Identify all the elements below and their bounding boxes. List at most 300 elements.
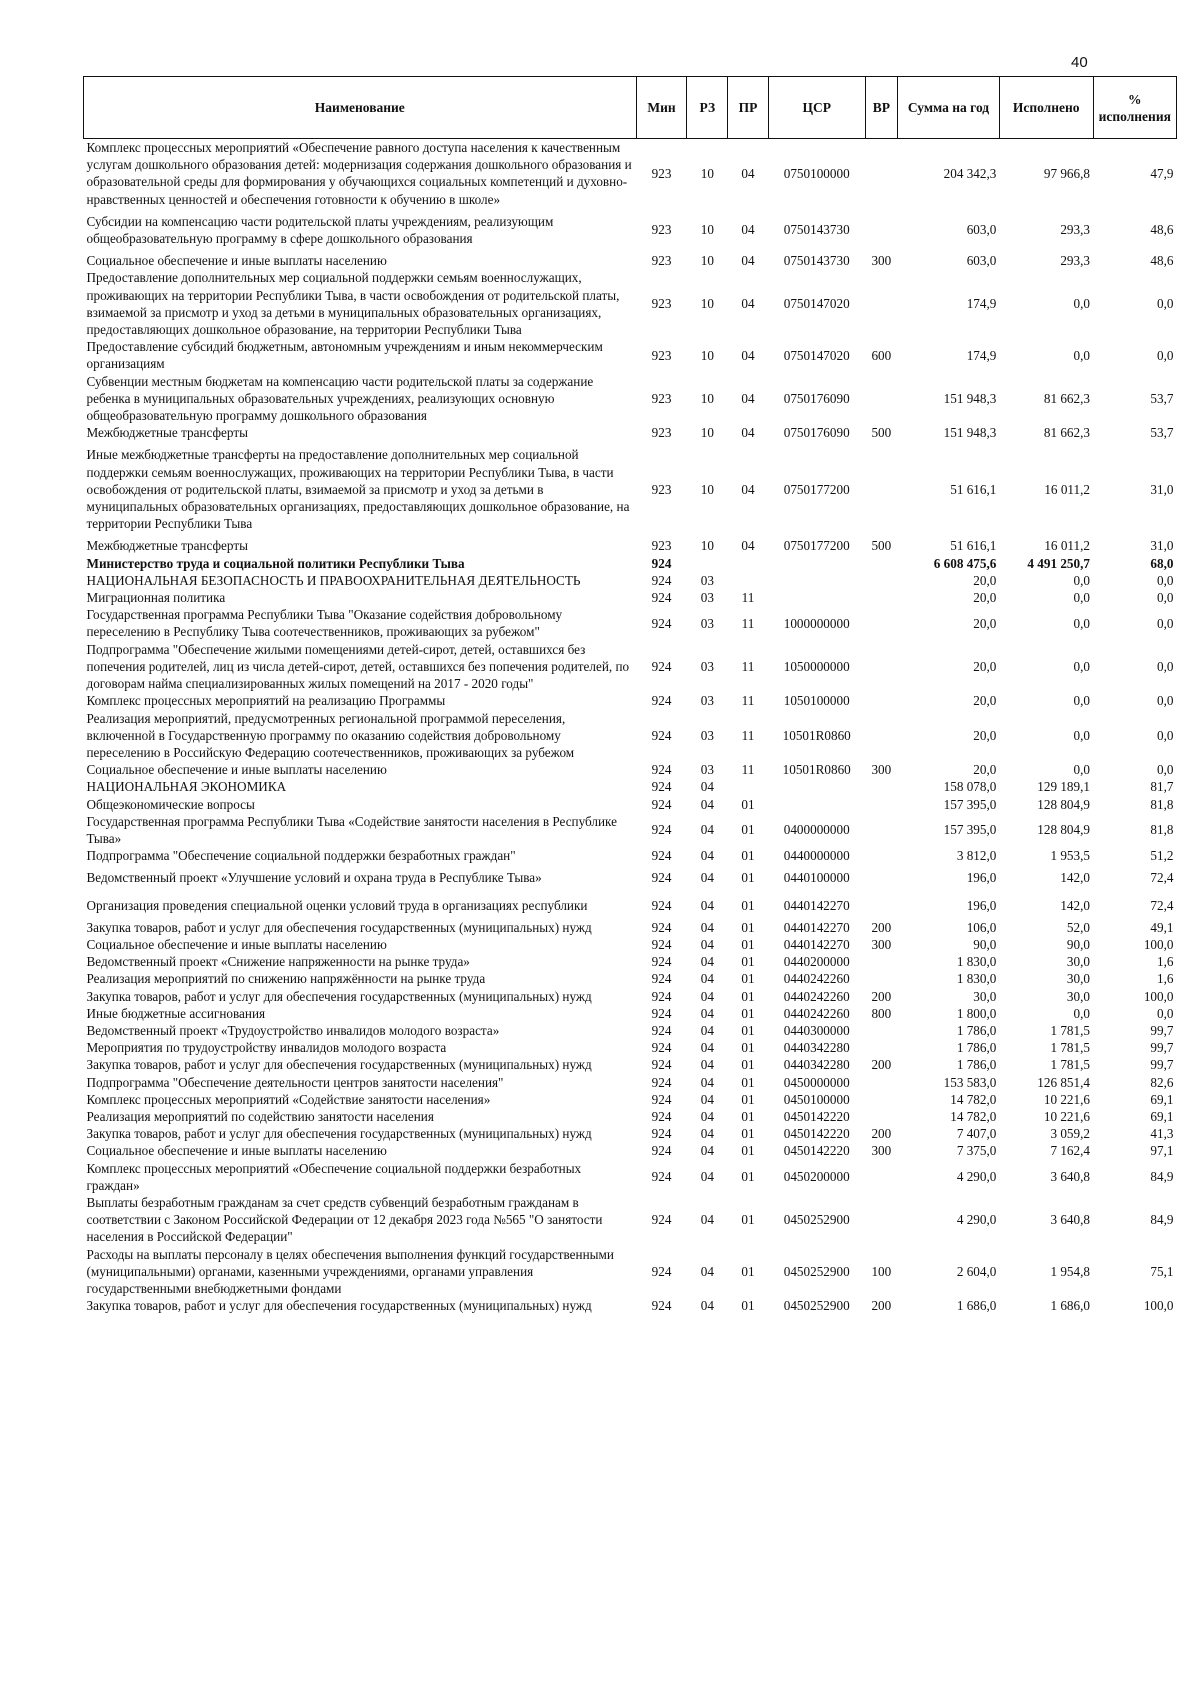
row-done: 126 851,4 (1037, 1074, 1090, 1090)
row-sum: 20,0 (973, 590, 997, 606)
row-done: 1 954,8 (1050, 1263, 1090, 1279)
row-done: 142,0 (1060, 897, 1090, 913)
row-pr: 01 (741, 1091, 755, 1107)
row-done: 30,0 (1066, 988, 1090, 1004)
row-done: 97 966,8 (1043, 165, 1090, 181)
table-row (84, 589, 1177, 606)
table-row (84, 988, 1177, 1005)
row-pct: 31,0 (1150, 481, 1174, 497)
row-min: 924 (651, 693, 672, 709)
row-pct: 51,2 (1150, 848, 1174, 864)
row-rz: 03 (700, 727, 714, 743)
header-pct: % исполнения (1093, 77, 1177, 139)
row-done: 1 953,5 (1050, 848, 1090, 864)
row-sum: 4 290,0 (956, 1212, 997, 1228)
row-pr (728, 572, 769, 589)
row-rz: 03 (700, 693, 714, 709)
table-body (84, 139, 1177, 1315)
row-name: Закупка товаров, работ и услуг для обеспечения государственных (муниципальных) нужд (86, 1057, 592, 1073)
header-min: Мин (636, 77, 687, 139)
row-min: 924 (651, 555, 672, 571)
row-min: 924 (651, 658, 672, 674)
row-rz: 10 (700, 347, 714, 363)
row-pct: 84,9 (1150, 1212, 1174, 1228)
row-pct: 100,0 (1143, 1298, 1174, 1314)
row-csr: 0450252900 (783, 1263, 850, 1279)
row-pct: 48,6 (1150, 253, 1174, 269)
header-csr: ЦСР (768, 77, 865, 139)
row-pr: 01 (741, 796, 755, 812)
row-vr: 300 (871, 1143, 892, 1159)
row-done: 142,0 (1060, 870, 1090, 886)
row-sum: 20,0 (973, 727, 997, 743)
row-csr (768, 796, 865, 813)
row-done: 81 662,3 (1043, 390, 1090, 406)
row-name: НАЦИОНАЛЬНАЯ БЕЗОПАСНОСТЬ И ПРАВООХРАНИТЕЛЬНАЯ ДЕЯТЕЛЬНОСТЬ (86, 572, 581, 588)
row-min: 923 (651, 538, 672, 554)
row-rz: 04 (700, 1212, 714, 1228)
row-name: Комплекс процессных мероприятий «Обеспечение равного доступа населения к качественным услугам дошкольного образования детей: модернизация содержания дошкольного образования и образовательной среды для формирования у обучающихся социальных компетенций и духовно-нравственных ценностей и обеспечения готовности к обучению в школе» (86, 140, 632, 207)
row-sum: 603,0 (966, 253, 997, 269)
row-vr: 800 (871, 1005, 892, 1021)
row-min: 923 (651, 165, 672, 181)
row-rz: 03 (700, 615, 714, 631)
row-pct: 0,0 (1157, 727, 1174, 743)
row-csr: 0400000000 (783, 822, 850, 838)
table-row (84, 269, 1177, 338)
row-rz: 04 (700, 971, 714, 987)
row-min: 924 (651, 615, 672, 631)
row-rz: 04 (700, 1040, 714, 1056)
row-sum: 157 395,0 (943, 822, 997, 838)
row-pr (728, 555, 769, 572)
row-min: 923 (651, 390, 672, 406)
row-sum: 14 782,0 (950, 1108, 997, 1124)
row-name: Государственная программа Республики Тыва «Содействие занятости населения в Республике Тыва» (86, 813, 617, 846)
row-rz: 04 (700, 897, 714, 913)
row-pr: 01 (741, 1022, 755, 1038)
table-row (84, 892, 1177, 919)
row-pct: 72,4 (1150, 870, 1174, 886)
row-rz: 04 (700, 936, 714, 952)
row-pr: 01 (741, 1074, 755, 1090)
row-rz: 10 (700, 538, 714, 554)
row-min: 924 (651, 1005, 672, 1021)
row-vr (865, 139, 898, 208)
table-row (84, 692, 1177, 709)
table-row (84, 919, 1177, 936)
table-row (84, 424, 1177, 441)
row-sum: 1 786,0 (956, 1057, 997, 1073)
row-vr: 200 (871, 988, 892, 1004)
row-csr: 0440142270 (783, 897, 850, 913)
row-name: Закупка товаров, работ и услуг для обеспечения государственных (муниципальных) нужд (86, 1298, 592, 1314)
row-csr: 0450252900 (783, 1298, 850, 1314)
header-vr: ВР (865, 77, 898, 139)
row-csr: 0440000000 (783, 848, 850, 864)
row-name: Мероприятия по трудоустройству инвалидов молодого возраста (86, 1040, 447, 1056)
table-row (84, 1194, 1177, 1246)
row-min: 924 (651, 590, 672, 606)
row-done: 0,0 (1073, 727, 1090, 743)
table-row (84, 970, 1177, 987)
row-vr: 600 (871, 347, 892, 363)
row-done: 0,0 (1073, 590, 1090, 606)
row-sum: 1 786,0 (956, 1022, 997, 1038)
row-vr (865, 1108, 898, 1125)
row-rz: 04 (700, 1005, 714, 1021)
row-sum: 4 290,0 (956, 1169, 997, 1185)
row-name: Общеэкономические вопросы (86, 796, 255, 812)
row-done: 1 781,5 (1050, 1040, 1090, 1056)
row-vr (865, 373, 898, 425)
row-min: 924 (651, 870, 672, 886)
row-name: Расходы на выплаты персоналу в целях обеспечения выполнения функций государственными (муниципальными) органами, казенными учреждениями, органами управления государственными внебюджетными фондами (86, 1246, 614, 1296)
row-min: 924 (651, 727, 672, 743)
row-name: Предоставление дополнительных мер социальной поддержки семьям военнослужащих, проживающих на территории Республики Тыва, в части освобождения от родительской платы, взимаемой за присмотр и уход за детьми в муниципальных образовательных организациях, предоставляющих дошкольное образование, на территории Республики Тыва (86, 270, 620, 338)
row-vr: 300 (871, 762, 892, 778)
row-pr: 04 (741, 296, 755, 312)
table-row (84, 373, 1177, 425)
row-rz: 04 (700, 1091, 714, 1107)
row-name: Комплекс процессных мероприятий «Содействие занятости населения» (86, 1091, 491, 1107)
row-sum: 174,9 (966, 296, 997, 312)
table-row (84, 139, 1177, 208)
row-csr: 1050100000 (783, 693, 850, 709)
row-pr: 01 (741, 1263, 755, 1279)
row-vr: 200 (871, 919, 892, 935)
row-min: 923 (651, 347, 672, 363)
table-row (84, 710, 1177, 762)
row-csr: 0750147020 (783, 296, 850, 312)
row-vr (865, 572, 898, 589)
row-pct: 49,1 (1150, 919, 1174, 935)
row-pr: 04 (741, 425, 755, 441)
row-rz: 10 (700, 222, 714, 238)
row-min: 924 (651, 796, 672, 812)
row-pr: 11 (741, 727, 755, 743)
row-csr (768, 555, 865, 572)
row-name: Субвенции местным бюджетам на компенсацию части родительской платы за содержание ребенка в муниципальных образовательных учреждениях, реализующих основную общеобразовательную программу дошкольного образования (86, 373, 594, 424)
row-sum: 157 395,0 (943, 796, 997, 812)
row-name: Комплекс процессных мероприятий «Обеспечение социальной поддержки безработных граждан» (86, 1160, 582, 1193)
row-vr (865, 641, 898, 693)
row-vr (865, 1160, 898, 1194)
row-csr: 10501R0860 (782, 727, 851, 743)
table-row (84, 1246, 1177, 1298)
header-done: Исполнено (999, 77, 1093, 139)
table-row (84, 555, 1177, 572)
row-done: 16 011,2 (1044, 538, 1090, 554)
row-csr: 1000000000 (783, 615, 850, 631)
table-row (84, 1091, 1177, 1108)
row-vr (865, 606, 898, 640)
row-min: 923 (651, 425, 672, 441)
row-pct: 69,1 (1150, 1108, 1174, 1124)
row-done: 0,0 (1073, 296, 1090, 312)
row-sum: 603,0 (966, 222, 997, 238)
row-done: 10 221,6 (1043, 1091, 1090, 1107)
table-row (84, 1056, 1177, 1073)
row-done: 52,0 (1066, 919, 1090, 935)
row-sum: 30,0 (973, 988, 997, 1004)
row-name: Иные межбюджетные трансферты на предоставление дополнительных мер социальной поддержки семьям военнослужащих, проживающих на территории Республики Тыва, в части освобождения от родительской платы, взимаемой за присмотр и уход за детьми в муниципальных образовательных организациях, предоставляющих дошкольное образование, на территории Республики Тыва (86, 447, 630, 532)
row-pct: 47,9 (1150, 165, 1174, 181)
row-sum: 1 800,0 (956, 1005, 997, 1021)
row-rz: 04 (700, 988, 714, 1004)
row-vr: 300 (871, 936, 892, 952)
row-pr: 01 (741, 822, 755, 838)
row-rz: 03 (700, 572, 714, 588)
row-pct: 0,0 (1157, 347, 1174, 363)
table-row (84, 641, 1177, 693)
row-pr: 01 (741, 870, 755, 886)
row-done: 10 221,6 (1043, 1108, 1090, 1124)
row-vr (865, 1091, 898, 1108)
row-vr (865, 710, 898, 762)
row-name: Социальное обеспечение и иные выплаты населению (86, 762, 387, 778)
row-sum: 3 812,0 (956, 848, 997, 864)
table-row (84, 572, 1177, 589)
row-pct: 41,3 (1150, 1126, 1174, 1142)
row-name: Межбюджетные трансферты (86, 425, 248, 441)
row-rz: 03 (700, 590, 714, 606)
header-rz: РЗ (687, 77, 728, 139)
row-sum: 51 616,1 (950, 481, 997, 497)
row-name: Подпрограмма "Обеспечение деятельности центров занятости населения" (86, 1074, 504, 1090)
row-rz: 03 (700, 762, 714, 778)
row-pct: 0,0 (1157, 693, 1174, 709)
row-csr: 0450142220 (783, 1126, 850, 1142)
row-pct: 0,0 (1157, 296, 1174, 312)
row-csr: 0750176090 (783, 390, 850, 406)
row-rz: 04 (700, 954, 714, 970)
row-min: 924 (651, 919, 672, 935)
row-sum: 90,0 (973, 936, 997, 952)
row-sum: 158 078,0 (943, 779, 997, 795)
row-pct: 0,0 (1157, 658, 1174, 674)
row-vr (865, 441, 898, 537)
row-pr: 04 (741, 390, 755, 406)
row-min: 924 (651, 971, 672, 987)
table-row (84, 441, 1177, 537)
header-pr: ПР (728, 77, 769, 139)
row-vr (865, 970, 898, 987)
table-row (84, 778, 1177, 795)
header-name: Наименование (84, 77, 637, 139)
row-vr: 100 (871, 1263, 892, 1279)
row-sum: 196,0 (966, 897, 997, 913)
row-vr (865, 953, 898, 970)
row-csr: 0440342280 (783, 1040, 850, 1056)
row-pr: 01 (741, 1169, 755, 1185)
row-pct: 0,0 (1157, 572, 1174, 588)
row-vr (865, 864, 898, 891)
row-pct: 99,7 (1150, 1022, 1174, 1038)
row-name: Государственная программа Республики Тыва "Оказание содействия добровольному переселению в Республику Тыва соотечественников, проживающих за рубежом" (86, 607, 563, 640)
row-pct: 97,1 (1150, 1143, 1174, 1159)
row-sum: 51 616,1 (950, 538, 997, 554)
row-done: 293,3 (1060, 253, 1090, 269)
row-done: 3 059,2 (1050, 1126, 1090, 1142)
row-pr: 04 (741, 165, 755, 181)
row-name: Реализация мероприятий по содействию занятости населения (86, 1108, 434, 1124)
table-row (84, 1297, 1177, 1314)
row-pct: 31,0 (1150, 538, 1174, 554)
row-sum: 151 948,3 (943, 425, 997, 441)
row-name: Ведомственный проект «Улучшение условий и охрана труда в Республике Тыва» (86, 870, 542, 886)
row-sum: 1 786,0 (956, 1040, 997, 1056)
row-vr (865, 1039, 898, 1056)
row-done: 0,0 (1073, 1005, 1090, 1021)
row-rz: 04 (700, 1143, 714, 1159)
row-min: 924 (651, 1074, 672, 1090)
table-row (84, 953, 1177, 970)
row-pr: 01 (741, 1212, 755, 1228)
row-min: 924 (651, 1143, 672, 1159)
table-header (84, 77, 1177, 139)
table-row (84, 936, 1177, 953)
row-name: Выплаты безработным гражданам за счет средств субвенций безработным гражданам в соответствии с Законом Российской Федерации от 12 декабря 2023 года №565 "О занятости населения в Российской Федерации" (86, 1194, 603, 1245)
row-min: 924 (651, 822, 672, 838)
row-rz: 04 (700, 1169, 714, 1185)
row-rz: 04 (700, 796, 714, 812)
row-sum: 20,0 (973, 572, 997, 588)
table-row (84, 864, 1177, 891)
row-vr (865, 1194, 898, 1246)
row-sum: 20,0 (973, 615, 997, 631)
row-name: Министерство труда и социальной политики Республики Тыва (86, 555, 465, 571)
row-csr: 0450000000 (783, 1074, 850, 1090)
row-pr: 11 (741, 762, 755, 778)
row-csr (768, 778, 865, 795)
row-pr: 01 (741, 988, 755, 1004)
row-name: Субсидии на компенсацию части родительской платы учреждениям, реализующим общеобразовательную программу в сфере дошкольного образования (86, 213, 554, 247)
row-csr (768, 572, 865, 589)
row-min: 923 (651, 253, 672, 269)
row-min: 924 (651, 1091, 672, 1107)
page-number: 40 (1071, 54, 1088, 71)
row-rz (687, 555, 728, 572)
table-row (84, 1108, 1177, 1125)
table-row (84, 338, 1177, 372)
row-rz: 04 (700, 779, 714, 795)
row-pct: 81,8 (1150, 822, 1174, 838)
row-pr: 01 (741, 1057, 755, 1073)
row-sum: 2 604,0 (956, 1263, 997, 1279)
row-sum: 153 583,0 (943, 1074, 997, 1090)
row-min: 924 (651, 897, 672, 913)
row-min: 924 (651, 1040, 672, 1056)
row-csr (768, 589, 865, 606)
row-name: Предоставление субсидий бюджетным, автономным учреждениям и иным некоммерческим организациям (86, 339, 603, 372)
row-min: 924 (651, 936, 672, 952)
row-pct: 0,0 (1157, 590, 1174, 606)
row-done: 0,0 (1073, 762, 1090, 778)
table-row (84, 1039, 1177, 1056)
row-done: 0,0 (1073, 615, 1090, 631)
row-min: 924 (651, 1022, 672, 1038)
row-csr: 0440300000 (783, 1022, 850, 1038)
row-csr: 0450200000 (783, 1169, 850, 1185)
table-row (84, 1160, 1177, 1194)
row-name: Подпрограмма "Обеспечение жилыми помещениями детей-сирот, детей, оставшихся без попечения родителей, лиц из числа детей-сирот, детей, оставшихся без попечения родителей, по договорам найма специализированных жилых помещений на 2017 - 2020 годы" (86, 641, 630, 692)
row-name: Миграционная политика (86, 590, 226, 606)
row-sum: 174,9 (966, 347, 997, 363)
row-csr: 0750177200 (783, 481, 850, 497)
row-rz: 04 (700, 1074, 714, 1090)
row-vr: 500 (871, 425, 892, 441)
row-name: Реализация мероприятий по снижению напряжённости на рынке труда (86, 971, 486, 987)
row-sum: 151 948,3 (943, 390, 997, 406)
budget-execution-table (83, 76, 1177, 1314)
row-vr (865, 208, 898, 252)
row-rz: 03 (700, 658, 714, 674)
row-sum: 204 342,3 (943, 165, 997, 181)
row-csr: 0440242260 (783, 988, 850, 1004)
row-csr: 0440142270 (783, 919, 850, 935)
row-done: 1 781,5 (1050, 1022, 1090, 1038)
row-min: 924 (651, 762, 672, 778)
row-pct: 84,9 (1150, 1169, 1174, 1185)
row-name: НАЦИОНАЛЬНАЯ ЭКОНОМИКА (86, 779, 287, 795)
row-sum: 1 830,0 (956, 954, 997, 970)
row-rz: 04 (700, 848, 714, 864)
row-csr: 0450252900 (783, 1212, 850, 1228)
row-min: 924 (651, 1212, 672, 1228)
row-min: 924 (651, 779, 672, 795)
row-done: 0,0 (1073, 572, 1090, 588)
row-pct: 0,0 (1157, 1005, 1174, 1021)
row-pr (728, 778, 769, 795)
row-csr: 0750177200 (783, 538, 850, 554)
row-rz: 10 (700, 425, 714, 441)
table-row (84, 761, 1177, 778)
row-sum: 7 407,0 (956, 1126, 997, 1142)
row-done: 128 804,9 (1037, 822, 1090, 838)
row-rz: 10 (700, 296, 714, 312)
row-pct: 75,1 (1150, 1263, 1174, 1279)
row-csr: 0450142220 (783, 1143, 850, 1159)
row-vr: 200 (871, 1057, 892, 1073)
row-min: 924 (651, 1263, 672, 1279)
row-pr: 01 (741, 1126, 755, 1142)
row-csr: 0750147020 (783, 347, 850, 363)
row-vr (865, 1074, 898, 1091)
row-rz: 04 (700, 1057, 714, 1073)
row-csr: 0450142220 (783, 1108, 850, 1124)
row-done: 128 804,9 (1037, 796, 1090, 812)
row-rz: 04 (700, 822, 714, 838)
row-pct: 48,6 (1150, 222, 1174, 238)
row-rz: 04 (700, 1022, 714, 1038)
row-name: Социальное обеспечение и иные выплаты населению (86, 253, 387, 269)
row-pr: 01 (741, 897, 755, 913)
row-pr: 04 (741, 538, 755, 554)
row-csr: 0440142270 (783, 936, 850, 952)
row-pr: 04 (741, 481, 755, 497)
row-vr (865, 269, 898, 338)
row-min: 924 (651, 988, 672, 1004)
row-rz: 04 (700, 919, 714, 935)
row-pct: 53,7 (1150, 390, 1174, 406)
row-name: Реализация мероприятий, предусмотренных региональной программой переселения, включенной в Государственную программу по оказанию содействия добровольному переселению в Российскую Федерацию соотечественников, проживающих за рубежом (86, 710, 575, 760)
table-row (84, 208, 1177, 252)
row-done: 0,0 (1073, 693, 1090, 709)
row-min: 923 (651, 296, 672, 312)
row-min: 923 (651, 481, 672, 497)
row-pr: 01 (741, 954, 755, 970)
